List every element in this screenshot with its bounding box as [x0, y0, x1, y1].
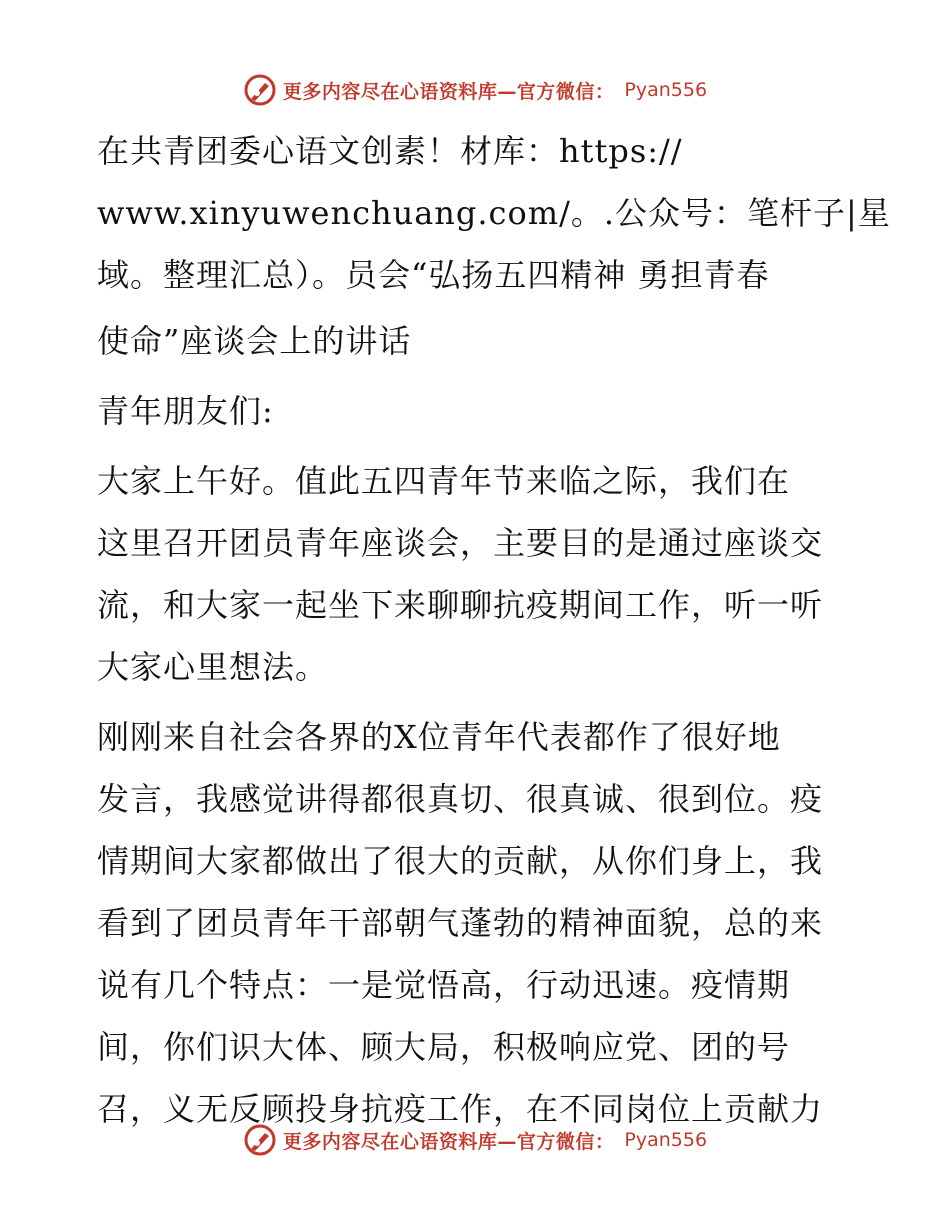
- footer-banner: [0, 1120, 950, 1160]
- greeting-line: 青年朋友们:: [97, 392, 274, 430]
- banner-text: 更多内容尽在心语资料库—官方微信：: [282, 80, 615, 103]
- wechat-id: Pyan556: [624, 1129, 708, 1151]
- text-line: 使命”座谈会上的讲话: [97, 322, 412, 360]
- document-body: [97, 120, 891, 1140]
- text-line: 发言，我感觉讲得都很真切、很真诚、很到位。疫: [97, 780, 824, 818]
- text-line: 刚刚来自社会各界的X位青年代表都作了很好地: [97, 718, 781, 756]
- text-line: 流，和大家一起坐下来聊聊抗疫期间工作，听一听: [97, 586, 824, 624]
- text-line: 大家心里想法。: [97, 648, 329, 686]
- text-line: 说有几个特点：一是觉悟高，行动迅速。疫情期: [97, 966, 791, 1004]
- text-line: 召，义无反顾投身抗疫工作，在不同岗位上贡献力: [97, 1090, 824, 1128]
- text-line: 看到了团员青年干部朝气蓬勃的精神面貌，总的来: [97, 904, 824, 942]
- text-line: 在共青团委心语文创素！材库：https://: [97, 132, 683, 170]
- header-banner: [0, 70, 950, 110]
- text-line: 域。整理汇总）。员会“弘扬五四精神 勇担青春: [97, 256, 770, 294]
- text-line: 情期间大家都做出了很大的贡献，从你们身上，我: [97, 842, 824, 880]
- text-line: 大家上午好。值此五四青年节来临之际，我们在: [97, 462, 791, 500]
- wechat-id: Pyan556: [624, 79, 708, 101]
- text-line: 间，你们识大体、顾大局，积极响应党、团的号: [97, 1028, 791, 1066]
- banner-text: 更多内容尽在心语资料库—官方微信：: [282, 1130, 615, 1153]
- pen-circle-logo-icon: [243, 1123, 277, 1157]
- pen-circle-logo-icon: [243, 73, 277, 107]
- text-line: 这里召开团员青年座谈会，主要目的是通过座谈交: [97, 524, 824, 562]
- text-line: www.xinyuwenchuang.com/。.公众号：笔杆子|星: [97, 194, 891, 232]
